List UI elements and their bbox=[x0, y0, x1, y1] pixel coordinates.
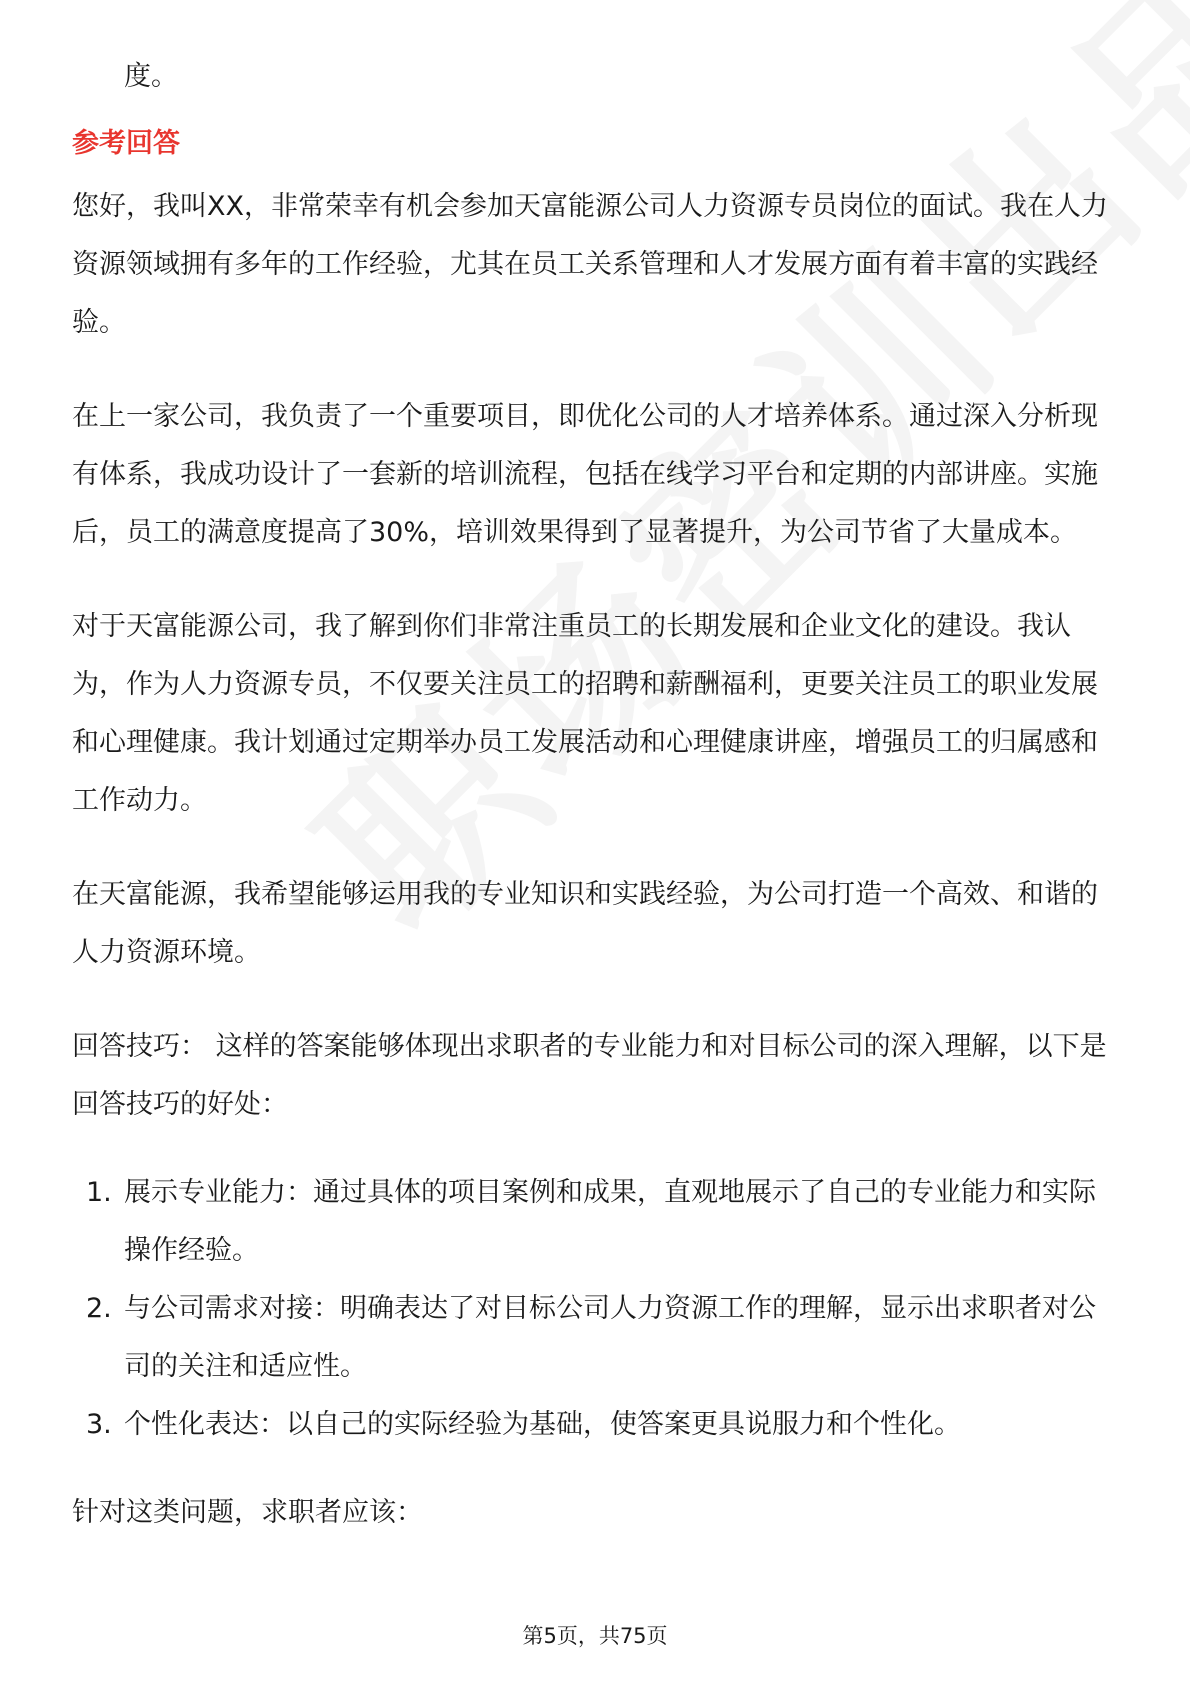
list-text: 个性化表达：以自己的实际经验为基础，使答案更具说服力和个性化。 bbox=[124, 1409, 961, 1440]
paragraph-tips: 回答技巧： 这样的答案能够体现出求职者的专业能力和对目标公司的深入理解，以下是回答技巧的好处： bbox=[72, 1031, 1107, 1120]
list-item bbox=[72, 1164, 1122, 1280]
list-text: 与公司需求对接：明确表达了对目标公司人力资源工作的理解，显示出求职者对公司的关注和适应性。 bbox=[124, 1293, 1096, 1382]
continuation-line: 度。 bbox=[124, 61, 178, 92]
section-heading: 参考回答 bbox=[72, 128, 180, 159]
list-text: 展示专业能力：通过具体的项目案例和成果，直观地展示了自己的专业能力和实际操作经验。 bbox=[124, 1177, 1096, 1266]
paragraph-intro: 您好，我叫XX，非常荣幸有机会参加天富能源公司人力资源专员岗位的面试。我在人力资源领域拥有多年的工作经验，尤其在员工关系管理和人才发展方面有着丰富的实践经验。 bbox=[72, 191, 1108, 338]
paragraph-hope: 在天富能源，我希望能够运用我的专业知识和实践经验，为公司打造一个高效、和谐的人力资源环境。 bbox=[72, 879, 1098, 968]
list-number: 1. bbox=[86, 1177, 112, 1208]
paragraph-company: 对于天富能源公司，我了解到你们非常注重员工的长期发展和企业文化的建设。我认为，作为人力资源专员，不仅要关注员工的招聘和薪酬福利，更要关注员工的职业发展和心理健康。我计划通过定期举办员工发展活动和心理健康讲座，增强员工的归属感和工作动力。 bbox=[72, 611, 1098, 816]
list-number: 2. bbox=[86, 1293, 112, 1324]
tips-list bbox=[72, 1164, 1122, 1454]
list-item bbox=[72, 1396, 1122, 1454]
page-number: 第5页，共75页 bbox=[522, 1624, 668, 1648]
page-content bbox=[72, 48, 1122, 1542]
paragraph-project: 在上一家公司，我负责了一个重要项目，即优化公司的人才培养体系。通过深入分析现有体系，我成功设计了一套新的培训流程，包括在线学习平台和定期的内部讲座。实施后，员工的满意度提高了30%，培训效果得到了显著提升，为公司节省了大量成本。 bbox=[72, 401, 1098, 548]
list-item bbox=[72, 1280, 1122, 1396]
closing-line: 针对这类问题，求职者应该： bbox=[72, 1497, 423, 1528]
list-number: 3. bbox=[86, 1409, 112, 1440]
